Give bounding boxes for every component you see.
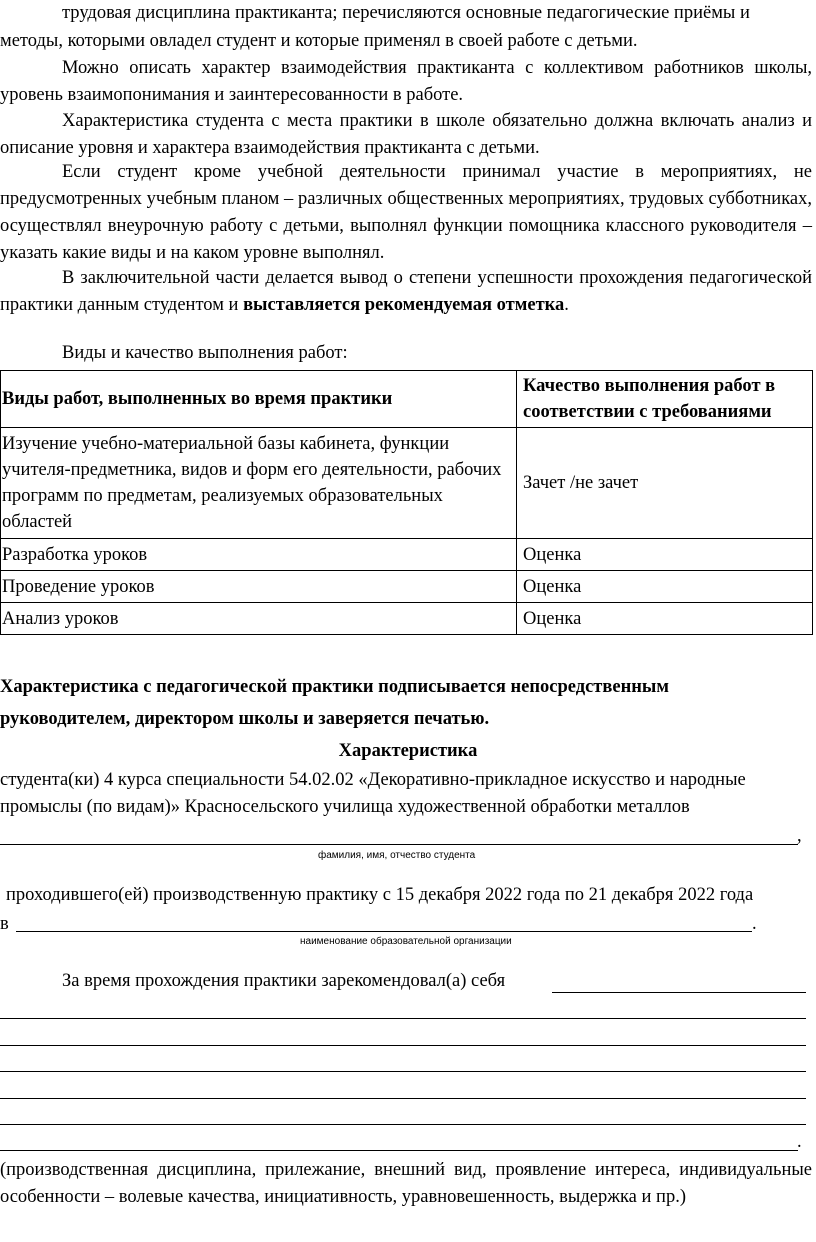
student-name-line[interactable] — [0, 844, 798, 845]
work-cell: Анализ уроков — [1, 603, 517, 635]
signature-note-line1: Характеристика с педагогической практики подписывается непосредственным — [0, 677, 669, 697]
paragraph-collective: Можно описать характер взаимодействия практиканта с коллективом работников школы, уровень взаимопонимания и заинтересованности в работе. — [0, 58, 812, 105]
student-info-line1: студента(ки) 4 курса специальности 54.02.02 «Декоративно-прикладное искусство и народные — [0, 770, 746, 790]
table-row — [1, 603, 813, 635]
quality-cell: Зачет /не зачет — [517, 428, 813, 539]
work-cell: Проведение уроков — [1, 571, 517, 603]
header-quality: Качество выполнения работ в соответствии с требованиями — [517, 371, 813, 428]
recommendation-line-7[interactable] — [0, 1150, 798, 1151]
qualities-hint: (производственная дисциплина, прилежание, внешний вид, проявление интереса, индивидуальные особенности – волевые качества, инициативность, уравновешенность, выдержка и пр.) — [0, 1160, 812, 1207]
work-cell: Разработка уроков — [1, 539, 517, 571]
works-table — [0, 370, 813, 635]
recommendation-line-6[interactable] — [0, 1124, 806, 1125]
organization-line[interactable] — [16, 931, 752, 932]
paragraph-characteristic: Характеристика студента с места практики в школе обязательно должна включать анализ и описание уровня и характера взаимодействия практиканта с детьми. — [0, 111, 812, 158]
table-row — [1, 428, 813, 539]
org-dot: . — [752, 914, 757, 934]
recommendation-line-5[interactable] — [0, 1098, 806, 1099]
quality-cell: Оценка — [517, 539, 813, 571]
paragraph-extracurricular: Если студент кроме учебной деятельности принимал участие в мероприятиях, не предусмотренных учебным планом – различных общественных мероприятиях, трудовых субботниках, осуществлял внеурочную работу с детьми, выполнял функции помощника классного руководителя – указать какие виды и на каком уровне выполнял. — [0, 162, 812, 263]
recommended-mark-bold: выставляется рекомендуемая отметка — [243, 295, 565, 315]
recommendation-line-1[interactable] — [552, 992, 806, 993]
quality-cell: Оценка — [517, 603, 813, 635]
name-caption: фамилия, имя, отчество студента — [318, 850, 476, 861]
paragraph-continuation: трудовая дисциплина практиканта; перечисляются основные педагогические приёмы и — [62, 3, 750, 23]
form-title: Характеристика — [338, 741, 478, 761]
recommendation-line-2[interactable] — [0, 1018, 806, 1019]
recommended-label: За время прохождения практики зарекомендовал(а) себя — [62, 971, 506, 991]
header-works: Виды работ, выполненных во время практики — [1, 371, 517, 428]
recommendation-line-3[interactable] — [0, 1045, 806, 1046]
paragraph-conclusion: В заключительной части делается вывод о степени успешности прохождения педагогической практики данным студентом и выставляется рекомендуемая отметка. — [0, 268, 812, 315]
org-caption: наименование образовательной организации — [300, 936, 512, 947]
paragraph-continuation-line2: методы, которыми овладел студент и которые применял в своей работе с детьми. — [0, 31, 638, 51]
table-header-row — [1, 371, 813, 428]
table-caption: Виды и качество выполнения работ: — [62, 343, 348, 363]
student-info-line2: промыслы (по видам)» Красносельского училища художественной обработки металлов — [0, 797, 690, 817]
signature-note-line2: руководителем, директором школы и заверяется печатью. — [0, 709, 490, 729]
in-label: в — [0, 914, 9, 934]
end-dot: . — [797, 1132, 802, 1152]
name-comma: , — [797, 826, 802, 846]
quality-cell: Оценка — [517, 571, 813, 603]
recommendation-line-4[interactable] — [0, 1071, 806, 1072]
table-row — [1, 571, 813, 603]
work-cell: Изучение учебно-материальной базы кабинета, функции учителя-предметника, видов и форм его деятельности, рабочих программ по предметам, реализуемых образовательных областей — [1, 428, 517, 539]
table-row — [1, 539, 813, 571]
practice-dates: проходившего(ей) производственную практику с 15 декабря 2022 года по 21 декабря 2022 года — [6, 885, 754, 905]
